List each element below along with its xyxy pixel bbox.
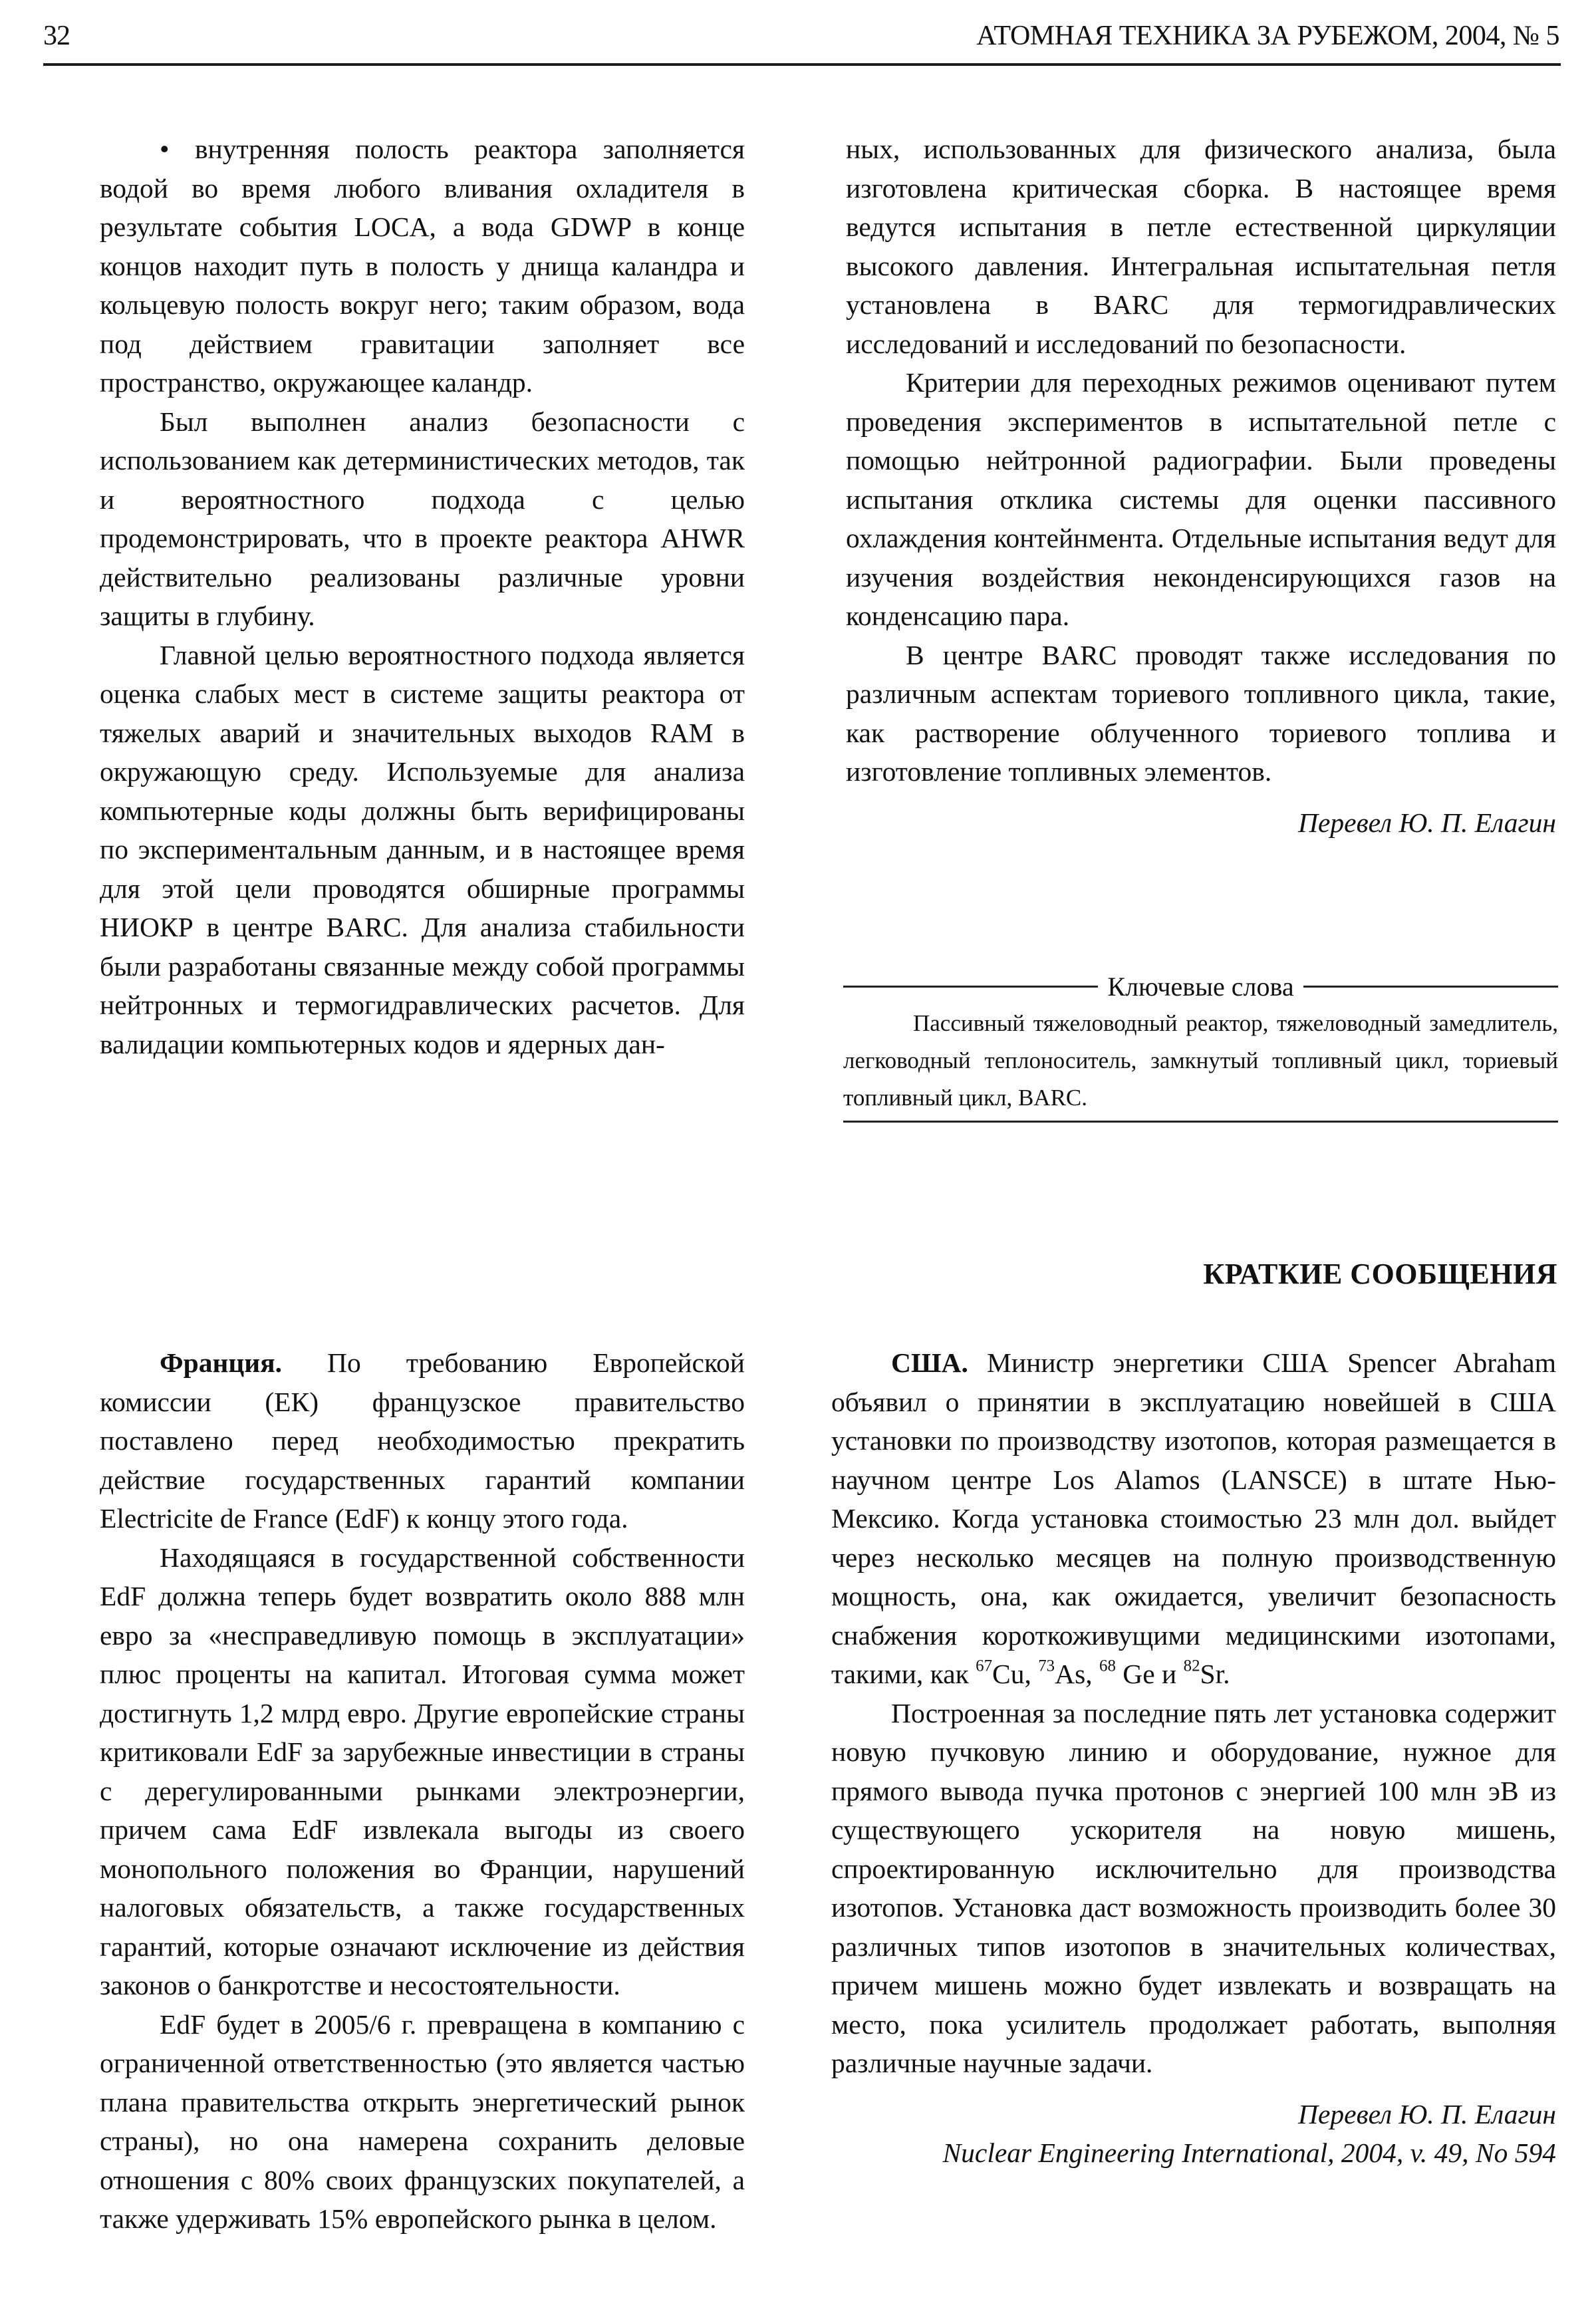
news-item-usa: [831, 1343, 1556, 1694]
isotope-symbol: As: [1055, 1659, 1086, 1689]
keywords-text: Пассивный тяжеловодный реактор, тяжеловодный замедлитель, легководный теплоноситель, замкнутый топливный цикл, ториевый топливный цикл, BARC.: [843, 1010, 1558, 1111]
isotope-mass: 68: [1099, 1657, 1116, 1675]
news-lead: Франция.: [160, 1347, 283, 1378]
paragraph: Главной целью вероятностного подхода является оценка слабых мест в системе защиты реактора от тяжелых аварий и значительных выходов RAM в окружающую среду. Используемые для анализа компьютерные коды должны быть верифицированы по экспериментальным данным, и в настоящее время для этой цели проводятся обширные программы НИОКР в центре BARC. Для анализа стабильности были разработаны связанные между собой программы нейтронных и термогидравлических расчетов. Для валидации компьютерных кодов и ядерных дан-: [100, 639, 745, 1059]
article-right-column: [846, 130, 1556, 842]
paragraph: Был выполнен анализ безопасности с использованием как детерминистических методов, так и вероятностного подхода с целью продемонстрировать, что в проекте реактора AHWR действительно реализованы различные уровни защиты в глубину.: [100, 406, 745, 631]
divider: [843, 1121, 1558, 1123]
divider: [1303, 986, 1558, 988]
translator-credit: Перевел Ю. П. Елагин: [1298, 807, 1556, 838]
paragraph-text: По требованию Европейской комиссии (ЕК) французское правительство поставлено перед необходимостью прекратить действие государственных гарантий компании Electricite de France (EdF) к концу этого года.: [100, 1347, 745, 1534]
running-title: АТОМНАЯ ТЕХНИКА ЗА РУБЕЖОМ, 2004, № 5: [976, 21, 1559, 51]
page-header: [43, 20, 1559, 60]
page-number: 32: [43, 21, 70, 51]
paragraph-text: Министр энергетики США Spencer Abraham объявил о принятии в эксплуатацию новейшей в США установки по производству изотопов, которая размещается в научном центре Los Alamos (LANSCE) в штате Нью-Мексико. Когда установка стоимостью 23 млн дол. выйдет через несколько месяцев на полную производственную мощность, она, как ожидается, увеличит безопасность снабжения короткоживущими медицинскими изотопами, такими, как: [831, 1347, 1556, 1689]
separator: ,: [1024, 1659, 1039, 1689]
isotope-mass: 67: [976, 1657, 993, 1675]
separator: и: [1154, 1659, 1184, 1689]
keywords-title: Ключевые слова: [1107, 971, 1294, 1002]
news-usa-column: [831, 1343, 1556, 2173]
keywords-box: [843, 968, 1558, 1123]
isotope-symbol: Ge: [1115, 1659, 1155, 1689]
paragraph: ных, использованных для физического анализа, была изготовлена критическая сборка. В настоящее время ведутся испытания в петле естественной циркуляции высокого давления. Интегральная испытательная петля установлена в BARC для термогидравлических исследований и исследований по безопасности.: [846, 134, 1556, 359]
news-lead: США.: [891, 1347, 968, 1378]
news-france-column: [100, 1343, 745, 2239]
source-citation: Nuclear Engineering International, 2004, v. 49, No 594: [942, 2137, 1556, 2168]
keywords-heading: [843, 968, 1558, 1005]
section-title: КРАТКИЕ СООБЩЕНИЯ: [1203, 1258, 1557, 1290]
divider: [843, 986, 1098, 988]
separator: .: [1223, 1659, 1230, 1689]
paragraph: • внутренняя полость реактора заполняется водой во время любого вливания охладителя в результате события LOCA, а вода GDWP в конце концов находит путь в полость у днища каландра и кольцевую полость вокруг него; таким образом, вода под действием гравитации заполняет все пространство, окружающее каландр.: [100, 134, 745, 398]
paragraph: Находящаяся в государственной собственности EdF должна теперь будет возвратить около 888 млн евро за «несправедливую помощь в эксплуатации» плюс проценты на капитал. Итоговая сумма может достигнуть 1,2 млрд евро. Другие европейские страны критиковали EdF за зарубежные инвестиции в страны с дерегулированными рынками электроэнергии, причем сама EdF извлекала выгоды из своего монопольного положения во Франции, нарушений налоговых обязательств, а также государственных гарантий, которые означают исключение из действия законов о банкротстве и несостоятельности.: [100, 1542, 745, 2000]
isotope-symbol: Sr: [1200, 1659, 1224, 1689]
translator-credit: Перевел Ю. П. Елагин: [1298, 2098, 1556, 2129]
article-left-column: [100, 130, 745, 1063]
paragraph: Построенная за последние пять лет установка содержит новую пучковую линию и оборудование, нужное для прямого вывода пучка протонов с энергией 100 млн эВ из существующего ускорителя на новую мишень, спроектированную исключительно для производства изотопов. Установка даст возможность производить более 30 различных типов изотопов в значительных количествах, причем мишень можно будет извлекать и возвращать на место, пока усилитель продолжает работать, выполняя различные научные задачи.: [831, 1697, 1556, 2078]
header-divider: [43, 63, 1561, 66]
paragraph: В центре BARC проводят также исследования по различным аспектам ториевого топливного цикла, такие, как растворение облученного ториевого топлива и изготовление топливных элементов.: [846, 639, 1556, 787]
isotope-symbol: Cu: [992, 1659, 1025, 1689]
paragraph: EdF будет в 2005/6 г. превращена в компанию с ограниченной ответственностью (это является частью плана правительства открыть энергетический рынок страны), но она намерена сохранить деловые отношения с 80% своих французских покупателей, а также удерживать 15% европейского рынка в целом.: [100, 2008, 745, 2234]
isotope-mass: 73: [1038, 1657, 1055, 1675]
news-item-france: [100, 1343, 745, 1538]
paragraph: Критерии для переходных режимов оценивают путем проведения экспериментов в испытательной петле с помощью нейтронной радиографии. Были проведены испытания отклика системы для оценки пассивного охлаждения контейнмента. Отдельные испытания ведут для изучения воздействия неконденсирующихся газов на конденсацию пара.: [846, 367, 1556, 631]
separator: ,: [1085, 1659, 1099, 1689]
isotope-mass: 82: [1183, 1657, 1200, 1675]
